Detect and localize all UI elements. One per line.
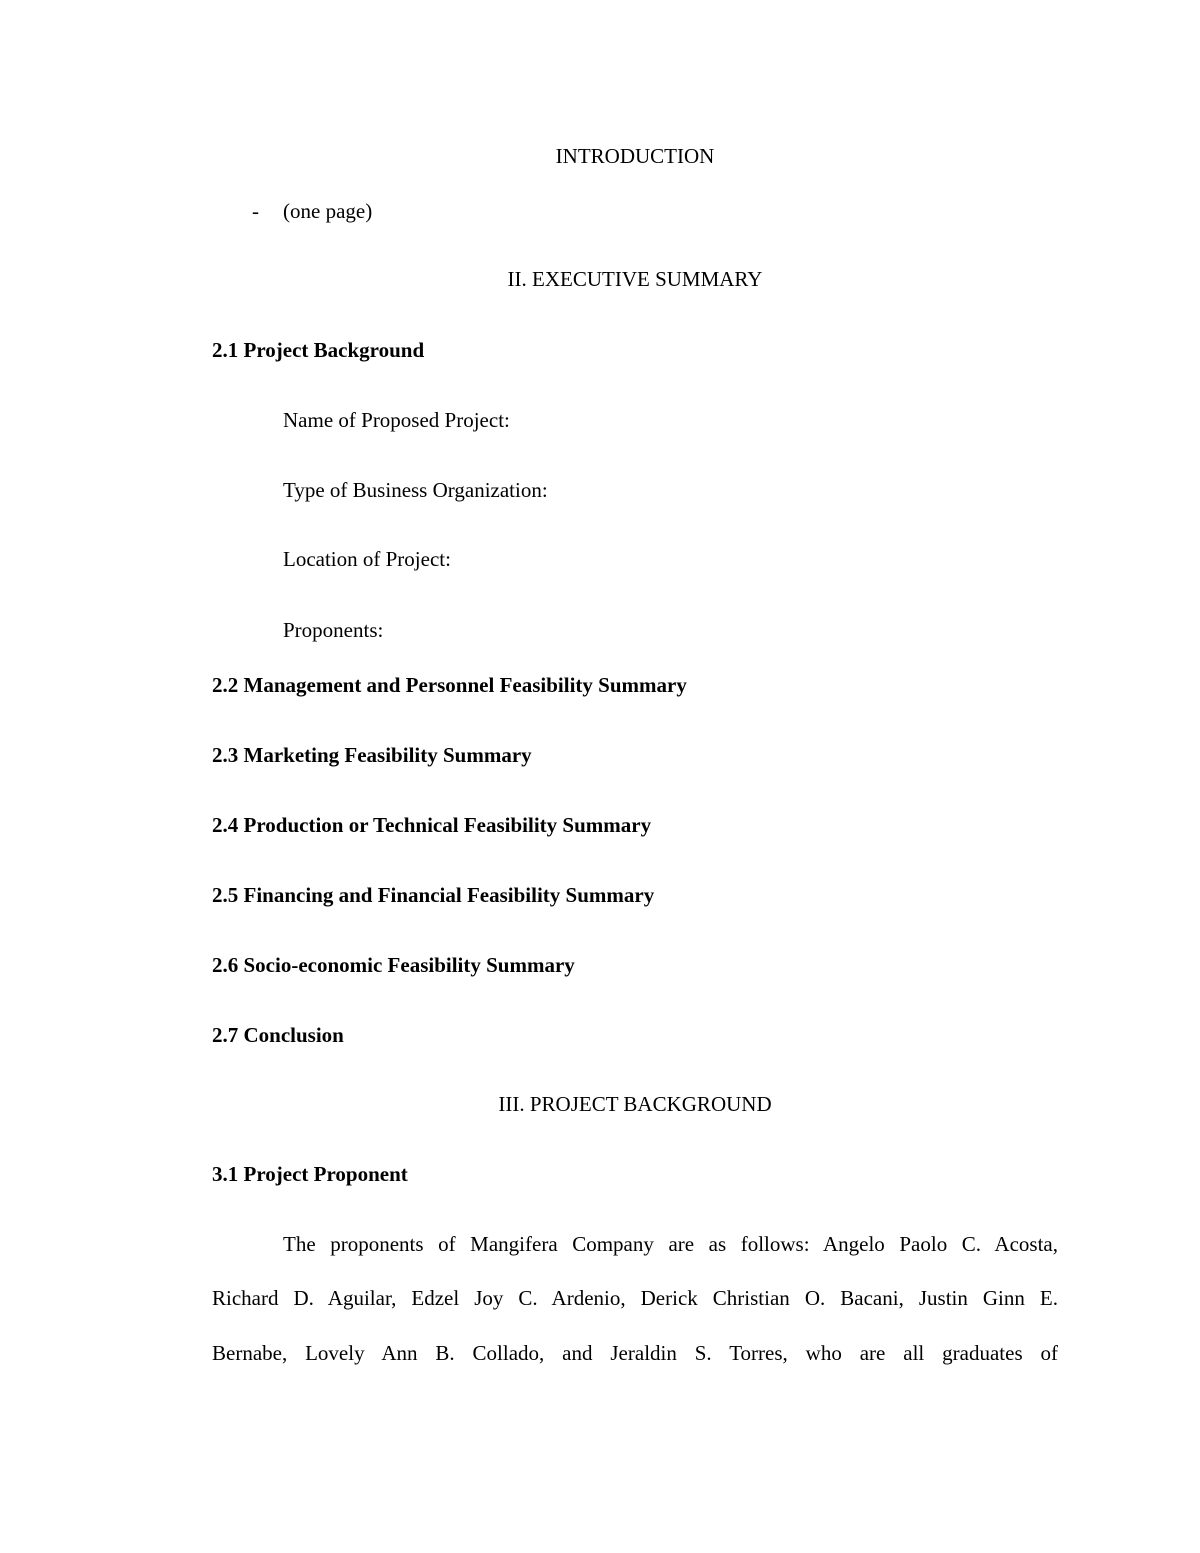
heading-2-7: 2.7 Conclusion	[212, 1023, 344, 1047]
paragraph-line-3: Bernabe, Lovely Ann B. Collado, and Jeraldin S. Torres, who are all graduates of	[212, 1341, 1058, 1365]
heading-2-3: 2.3 Marketing Feasibility Summary	[212, 743, 532, 767]
heading-2-6: 2.6 Socio-economic Feasibility Summary	[212, 953, 575, 977]
heading-2-5: 2.5 Financing and Financial Feasibility Summary	[212, 883, 655, 907]
field-proponents: Proponents:	[283, 618, 384, 642]
section-2-title: II. EXECUTIVE SUMMARY	[507, 267, 763, 291]
paragraph-line-2: Richard D. Aguilar, Edzel Joy C. Ardenio, Derick Christian O. Bacani, Justin Ginn E.	[212, 1286, 1058, 1310]
heading-2-1: 2.1 Project Background	[212, 338, 425, 362]
intro-bullet-text: (one page)	[283, 199, 373, 223]
field-location: Location of Project:	[283, 547, 451, 571]
intro-bullet-marker: -	[252, 199, 259, 223]
paragraph-line-1: The proponents of Mangifera Company are as follows: Angelo Paolo C. Acosta,	[283, 1232, 1058, 1256]
heading-2-4: 2.4 Production or Technical Feasibility Summary	[212, 813, 652, 837]
heading-3-1: 3.1 Project Proponent	[212, 1162, 408, 1186]
section-3-title: III. PROJECT BACKGROUND	[498, 1092, 772, 1116]
field-project-name: Name of Proposed Project:	[283, 408, 510, 432]
field-business-organization: Type of Business Organization:	[283, 478, 548, 502]
heading-2-2: 2.2 Management and Personnel Feasibility Summary	[212, 673, 687, 697]
intro-title: INTRODUCTION	[555, 144, 715, 168]
